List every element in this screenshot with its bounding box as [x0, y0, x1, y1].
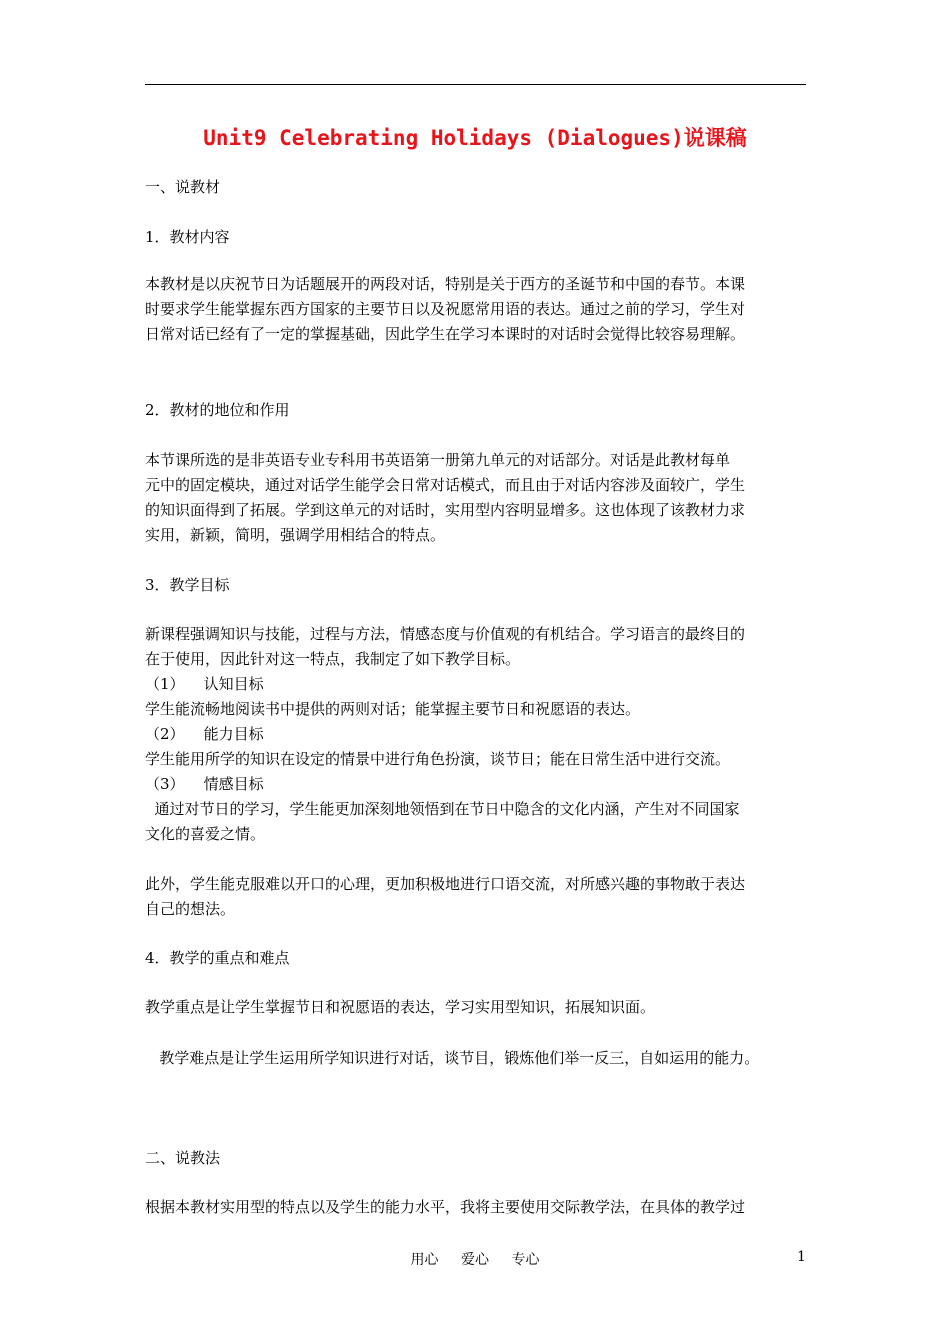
paragraph-line: 实用，新颖，简明，强调学用相结合的特点。 [145, 526, 446, 544]
list-item-1: （1） 认知目标 [145, 675, 264, 693]
paragraph-line: 在于使用，因此针对这一特点，我制定了如下教学目标。 [145, 650, 521, 668]
header-rule [145, 84, 806, 85]
paragraph-line: 日常对话已经有了一定的掌握基础，因此学生在学习本课时的对话时会觉得比较容易理解。 [145, 325, 746, 343]
list-item-3: （3） 情感目标 [145, 775, 264, 793]
document-title: Unit9 Celebrating Holidays (Dialogues)说课稿 [203, 126, 747, 150]
page-number: 1 [797, 1249, 806, 1265]
paragraph-line: 本节课所选的是非英语专业专科用书英语第一册第九单元的对话部分。对话是此教材每单 [145, 451, 731, 469]
paragraph-line: 本教材是以庆祝节日为话题展开的两段对话，特别是关于西方的圣诞节和中国的春节。本课 [145, 275, 746, 293]
list-item-2: （2） 能力目标 [145, 725, 264, 743]
section-heading-1: 一、说教材 [145, 178, 221, 196]
footer-motto: 用心 爱心 专心 [410, 1252, 540, 1268]
subheading-1-2: 2．教材的地位和作用 [145, 401, 290, 419]
paragraph-line: 文化的喜爱之情。 [145, 825, 266, 843]
subheading-1-1: 1．教材内容 [145, 228, 230, 246]
paragraph-line: 此外，学生能克服难以开口的心理，更加积极地进行口语交流，对所感兴趣的事物敢于表达 [145, 875, 746, 893]
section-heading-2: 二、说教法 [145, 1149, 221, 1167]
paragraph-line: 的知识面得到了拓展。学到这单元的对话时，实用型内容明显增多。这也体现了该教材力求 [145, 501, 746, 519]
paragraph-line: 教学重点是让学生掌握节日和祝愿语的表达，学习实用型知识，拓展知识面。 [145, 998, 656, 1016]
paragraph-line: 新课程强调知识与技能，过程与方法，情感态度与价值观的有机结合。学习语言的最终目的 [145, 625, 746, 643]
paragraph-line: 时要求学生能掌握东西方国家的主要节日以及祝愿常用语的表达。通过之前的学习，学生对 [145, 300, 746, 318]
paragraph-line: 自己的想法。 [145, 900, 236, 918]
paragraph-line: 通过对节日的学习，学生能更加深刻地领悟到在节日中隐含的文化内涵，产生对不同国家 [145, 800, 740, 818]
paragraph-line: 教学难点是让学生运用所学知识进行对话，谈节目，锻炼他们举一反三，自如运用的能力。 [145, 1049, 760, 1067]
paragraph-line: 元中的固定模块，通过对话学生能学会日常对话模式，而且由于对话内容涉及面较广，学生 [145, 476, 746, 494]
subheading-1-4: 4．教学的重点和难点 [145, 949, 290, 967]
paragraph-line: 根据本教材实用型的特点以及学生的能力水平，我将主要使用交际教学法，在具体的教学过 [145, 1198, 746, 1216]
subheading-1-3: 3．教学目标 [145, 576, 230, 594]
paragraph-line: 学生能用所学的知识在设定的情景中进行角色扮演，谈节日；能在日常生活中进行交流。 [145, 750, 731, 768]
paragraph-line: 学生能流畅地阅读书中提供的两则对话；能掌握主要节日和祝愿语的表达。 [145, 700, 641, 718]
